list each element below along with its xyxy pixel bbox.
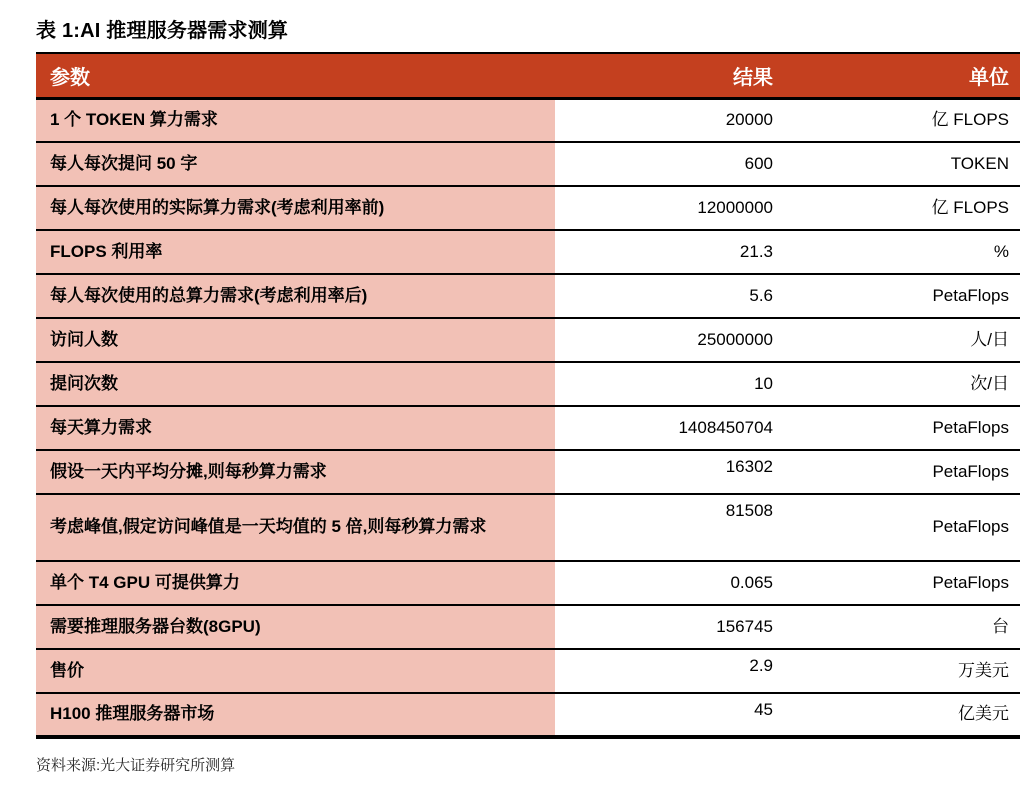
result-cell: 12000000: [555, 186, 781, 230]
result-cell: 1408450704: [555, 406, 781, 450]
parameter-cell: 考虑峰值,假定访问峰值是一天均值的 5 倍,则每秒算力需求: [36, 494, 555, 561]
unit-cell: 万美元: [781, 649, 1020, 693]
parameter-cell: 每人每次提问 50 字: [36, 142, 555, 186]
table-row: [36, 605, 1020, 649]
parameter-cell: 需要推理服务器台数(8GPU): [36, 605, 555, 649]
result-cell: 10: [555, 362, 781, 406]
unit-cell: 亿美元: [958, 704, 1009, 724]
result-cell: 16302: [555, 450, 781, 494]
table-row: [36, 450, 1020, 494]
column-header-unit: 单位: [781, 53, 1020, 98]
unit-cell: 亿 FLOPS: [781, 98, 1020, 142]
parameter-cell: FLOPS 利用率: [36, 230, 555, 274]
parameter-cell: 假设一天内平均分摊,则每秒算力需求: [36, 450, 555, 494]
result-cell: 45: [754, 700, 773, 719]
unit-cell: PetaFlops: [781, 274, 1020, 318]
unit-cell: %: [781, 230, 1020, 274]
result-cell: 25000000: [555, 318, 781, 362]
table-row: [36, 230, 1020, 274]
table-row: [36, 318, 1020, 362]
parameter-cell: H100 推理服务器市场: [36, 693, 555, 737]
table-row: [36, 98, 1020, 142]
unit-cell: PetaFlops: [781, 561, 1020, 605]
table-row: [36, 362, 1020, 406]
parameter-cell: 每人每次使用的实际算力需求(考虑利用率前): [36, 186, 555, 230]
result-cell: 0.065: [555, 561, 781, 605]
table-row: [36, 406, 1020, 450]
table-row: [36, 274, 1020, 318]
demand-table: [36, 52, 1020, 739]
result-cell: 21.3: [555, 230, 781, 274]
parameter-cell: 每天算力需求: [36, 406, 555, 450]
table-row: [36, 693, 1020, 737]
table-header-row: [36, 53, 1020, 98]
parameter-cell: 售价: [36, 649, 555, 693]
parameter-cell: 访问人数: [36, 318, 555, 362]
result-cell: 2.9: [555, 649, 781, 693]
column-header-result: 结果: [555, 53, 781, 98]
result-cell: 600: [555, 142, 781, 186]
column-header-parameter: 参数: [36, 53, 555, 98]
table-title: 表 1:AI 推理服务器需求测算: [36, 20, 289, 42]
unit-cell: TOKEN: [781, 142, 1020, 186]
result-cell: 156745: [555, 605, 781, 649]
table-row: [36, 561, 1020, 605]
unit-cell: 台: [781, 605, 1020, 649]
parameter-cell: 单个 T4 GPU 可提供算力: [36, 561, 555, 605]
source-note: 资料来源:光大证券研究所测算: [36, 757, 236, 774]
table-row: [36, 186, 1020, 230]
parameter-cell: 1 个 TOKEN 算力需求: [36, 98, 555, 142]
result-cell: 20000: [555, 98, 781, 142]
unit-cell: PetaFlops: [781, 450, 1020, 494]
parameter-cell: 提问次数: [36, 362, 555, 406]
table-row: [36, 649, 1020, 693]
unit-cell: PetaFlops: [781, 494, 1020, 561]
table-row: [36, 494, 1020, 561]
unit-cell: 次/日: [781, 362, 1020, 406]
table-row: [36, 142, 1020, 186]
unit-cell: PetaFlops: [781, 406, 1020, 450]
unit-cell: 人/日: [781, 318, 1020, 362]
unit-cell: 亿 FLOPS: [781, 186, 1020, 230]
result-cell: 81508: [555, 494, 781, 561]
parameter-cell: 每人每次使用的总算力需求(考虑利用率后): [36, 274, 555, 318]
result-cell: 5.6: [555, 274, 781, 318]
